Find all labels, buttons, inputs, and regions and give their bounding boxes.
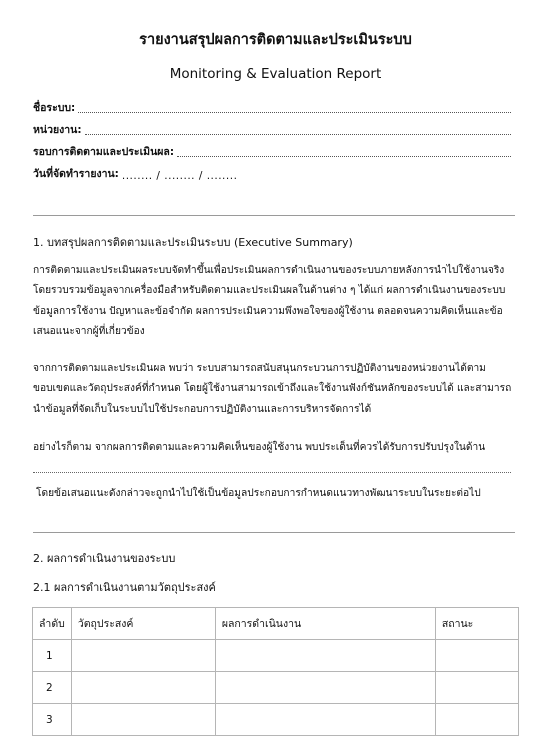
agency-blank[interactable] [85, 122, 511, 135]
report-date-value[interactable]: ........ / ........ / ........ [121, 170, 238, 182]
system-name-blank[interactable] [78, 100, 511, 113]
section1-paragraph-1: การติดตามและประเมินผลระบบจัดทำขึ้นเพื่อประเมินผลการดำเนินงานของระบบภายหลังการนำไปใช้งานจริง โดยรวบรวมข้อมูลจากเครื่องมือสำหรับติดตามและประเมินผลในด้านต่าง ๆ ได้แก่ ผลการดำเนินงานของระบบ ข้อมูลการใช้งาน ปัญหาและข้อจำกัด ผลการประเมินความพึงพอใจของผู้ใช้งาน ตลอดจนความคิดเห็นและข้อเสนอแนะจากผู้ที่เกี่ยวข้อง [33, 265, 506, 337]
table-row [33, 640, 519, 672]
cell-objective[interactable] [71, 704, 215, 736]
col-header-result: ผลการดำเนินงาน [215, 608, 435, 640]
objectives-results-table [32, 607, 519, 736]
section2-heading: 2. ผลการดำเนินงานของระบบ [33, 552, 176, 565]
cell-order: 1 [33, 640, 72, 672]
section-divider [33, 215, 515, 216]
report-title: รายงานสรุปผลการติดตามและประเมินระบบ [139, 32, 412, 48]
section1-heading: 1. บทสรุปผลการติดตามและประเมินระบบ (Executive Summary) [33, 236, 353, 249]
cell-result[interactable] [215, 704, 435, 736]
section1-paragraph-3: อย่างไรก็ตาม จากผลการติดตามและความคิดเห็นของผู้ใช้งาน พบประเด็นที่ควรได้รับการปรับปรุงในด้าน [33, 442, 486, 453]
improvement-blank-line[interactable] [33, 472, 511, 473]
section2-1-heading: 2.1 ผลการดำเนินงานตามวัตถุประสงค์ [33, 581, 216, 594]
col-header-objective: วัตถุประสงค์ [71, 608, 215, 640]
col-header-status: สถานะ [435, 608, 518, 640]
system-name-label: ชื่อระบบ: [33, 102, 76, 114]
cell-objective[interactable] [71, 640, 215, 672]
cell-status[interactable] [435, 672, 518, 704]
table-header-row [33, 608, 519, 640]
cell-objective[interactable] [71, 672, 215, 704]
system-name-field[interactable] [33, 98, 511, 116]
cell-result[interactable] [215, 672, 435, 704]
section-divider [33, 532, 515, 533]
evaluation-round-field[interactable] [33, 142, 511, 160]
table-row [33, 704, 519, 736]
section1-closing: โดยข้อเสนอแนะดังกล่าวจะถูกนำไปใช้เป็นข้อมูลประกอบการกำหนดแนวทางพัฒนาระบบในระยะต่อไป [36, 488, 481, 499]
report-date-label: วันที่จัดทำรายงาน: [33, 168, 119, 180]
agency-label: หน่วยงาน: [33, 124, 82, 136]
col-header-order: ลำดับ [33, 608, 72, 640]
cell-status[interactable] [435, 640, 518, 672]
report-date-field[interactable] [33, 164, 237, 182]
cell-order: 3 [33, 704, 72, 736]
report-subtitle: Monitoring & Evaluation Report [169, 66, 382, 82]
cell-status[interactable] [435, 704, 518, 736]
table-row [33, 672, 519, 704]
evaluation-round-label: รอบการติดตามและประเมินผล: [33, 146, 175, 158]
cell-result[interactable] [215, 640, 435, 672]
agency-field[interactable] [33, 120, 511, 138]
evaluation-round-blank[interactable] [177, 144, 511, 157]
cell-order: 2 [33, 672, 72, 704]
section1-paragraph-2: จากการติดตามและประเมินผล พบว่า ระบบสามารถสนับสนุนกระบวนการปฏิบัติงานของหน่วยงานได้ตามขอบเขตและวัตถุประสงค์ที่กำหนด โดยผู้ใช้งานสามารถเข้าถึงและใช้งานฟังก์ชันหลักของระบบได้ และสามารถนำข้อมูลที่จัดเก็บในระบบไปใช้ประกอบการปฏิบัติงานและการบริหารจัดการได้ [33, 363, 512, 415]
